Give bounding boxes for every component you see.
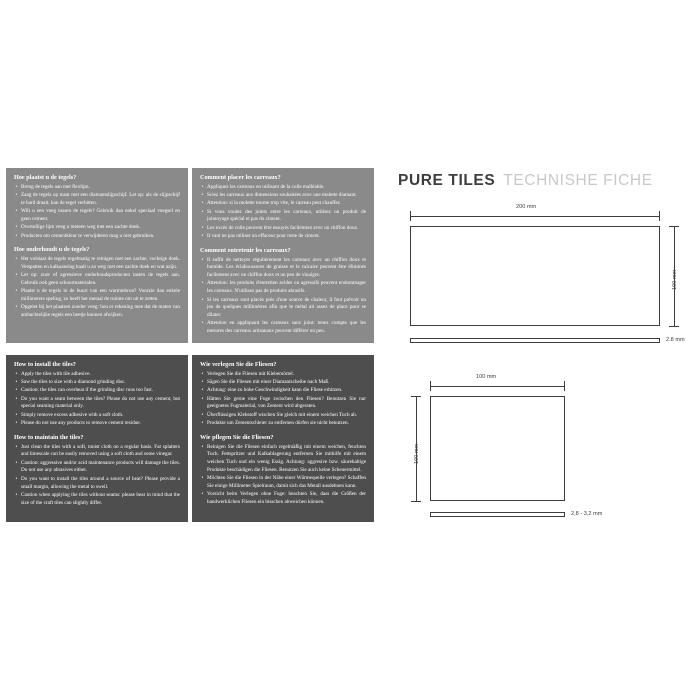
list-item: • Hätten Sie gerne eine Fuge zwischen den Fliesen? Benutzen Sie nur geeignetes Fugmaterial, von Zement wird abgeraten. xyxy=(207,396,366,412)
tile-edge-small xyxy=(430,512,565,517)
panel-fr-list-maintain xyxy=(200,257,366,336)
dim-tick-bottom-top xyxy=(669,326,679,327)
list-item: • Please do not use any products to remove cement residue. xyxy=(21,420,180,428)
tile-edge-large xyxy=(410,338,660,343)
list-item: • Attention en appliquant les carreaux sans joint: tenez compte que les mesures des carreaux artisanaux peuvent différer un peu. xyxy=(207,320,366,336)
dim-tick-right-bottom xyxy=(564,381,565,391)
panel-de-heading-install: Wie verlegen Sie die Fliesen? xyxy=(200,361,277,368)
list-item: • Wilt u een voeg tussen de tegels? Gebruik dan enkel speciaal voegsel en geen cement. xyxy=(21,208,180,224)
list-item: • Overtollige lijm veeg u meteen weg met een zachte doek. xyxy=(21,224,180,232)
dim-line-width-top xyxy=(410,216,660,217)
panel-en-heading-maintain: How to maintain the tiles? xyxy=(14,433,84,441)
list-item: • Do you want a seam between the tiles? Please do not use any cement, but special seaming material only. xyxy=(21,396,180,412)
list-item: • Verlegen Sie die Fliesen mit Klebemörtel. xyxy=(207,371,366,379)
list-item: • Caution when applying the tiles without seams: please bear in mind that the size of the craft tiles can slightly differ. xyxy=(21,492,180,508)
list-item: • Opgelet bij het plaatsen zonder voeg: hou er rekening mee dat de maten van ambachtelijke tegels een beetje kunnen afwijken. xyxy=(21,304,180,320)
panel-nl-list-install xyxy=(14,184,180,241)
list-item: • Zaag de tegels op maat met een diamantslijpschijf. Let op: als de slijpschijf te hard draait, kan de tegel verhitten. xyxy=(21,192,180,208)
tile-face-small xyxy=(430,396,565,501)
panel-fr-heading-install: Comment placer les carreaux? xyxy=(200,174,281,181)
list-item: • Sciez les carreaux aux dimensions souhaitées avec une molette diamant. xyxy=(207,192,366,200)
technical-drawing-large-tile xyxy=(398,198,688,353)
dim-tick-left-top xyxy=(410,211,411,221)
panel-en-list-maintain xyxy=(14,444,180,508)
panel-de-heading-maintain: Wie pflegen Sie die Fliesen? xyxy=(200,433,274,441)
list-item: • Breng de tegels aan met flexlijm. xyxy=(21,184,180,192)
list-item: • Just clean the tiles with a soft, moist cloth on a regular basis. Fat splatters and limescale can be easily removed using a soft cloth and some vinegar. xyxy=(21,444,180,460)
list-item: • Plaatst u de tegels in de buurt van een warmtebron? Voorzie dan enkele millimeters speling, zo heeft het metaal de ruimte om uit te zetten. xyxy=(21,288,180,304)
dim-label-thickness-top: 2.8 mm xyxy=(666,337,685,343)
dim-tick-top-top xyxy=(669,226,679,227)
panel-fr-list-install xyxy=(200,184,366,241)
panel-de-list-maintain xyxy=(200,444,366,507)
panel-nl-list-maintain xyxy=(14,256,180,320)
panel-nl-heading-install: Hoe plaatst u de tegels? xyxy=(14,174,77,181)
list-item: • Les excès de colle peuvent être essuyés facilement avec un chiffon doux. xyxy=(207,225,366,233)
list-item: • Appliquez les carreaux en utilisant de la colle malléable. xyxy=(207,184,366,192)
list-item: • Si vous voulez des joints entre les carreaux, utilisez un produit de jointoyage spécial et pas du ciment. xyxy=(207,209,366,225)
list-item: • Apply the tiles with tile adhesive. xyxy=(21,371,180,379)
dim-label-height-top: 100 mm xyxy=(672,269,678,290)
list-item: • Caution: aggressive and/or acid maintenance products will damage the tiles. Do not use any abrasives either. xyxy=(21,460,180,476)
technical-drawing-small-tile xyxy=(398,368,688,528)
list-item: • Let op: zure of agressieve onderhoudsproducten tasten de tegels aan. Gebruik ook geen schuurmaterialen. xyxy=(21,272,180,288)
dim-label-width-bottom: 100 mm xyxy=(476,374,497,380)
dim-label-thickness-bottom: 2,8 - 3,2 mm xyxy=(571,511,603,517)
tile-face-large xyxy=(410,226,660,326)
page-title-sub: TECHNISHE FICHE xyxy=(503,172,653,189)
panel-instructions-en xyxy=(6,355,188,522)
list-item: • Überflüssigen Klebstoff wischen Sie gleich mit einem weichen Tuch ab. xyxy=(207,412,366,420)
panel-instructions-nl xyxy=(6,168,188,343)
list-item: • Il vaut ne pas utiliser un effaceur pour reste de ciment. xyxy=(207,233,366,241)
list-item: • Saw the tiles to size with a diamond grinding disc. xyxy=(21,379,180,387)
list-item: • Produkte um Zementschleier zu entfernen dürfen sie nicht benutzen. xyxy=(207,420,366,428)
dim-tick-right-top xyxy=(659,211,660,221)
list-item: • Il suffit de nettoyer régulièrement les carreaux avec un chiffon doux et humide. Les éclaboussures de graisse et le calcaire peuvent être éliminés facilement avec un chiffon doux et un peu de vinaigre. xyxy=(207,257,366,280)
list-item: • Caution: the tiles can overheat if the grinding disc runs too fast. xyxy=(21,387,180,395)
panel-en-list-install xyxy=(14,371,180,428)
list-item: • Sägen Sie die Fliesen mit einer Diamantscheibe nach Maß. xyxy=(207,379,366,387)
dim-label-width-top: 200 mm xyxy=(516,204,537,210)
list-item: • Reinigen Sie die Fliesen einfach regelmäßig mit einem weichen, feuchten Tuch. Fettspritzer und Kalkablagerung entfernen Sie mithilfe mit einem weichen Tuch und ein wenig Essig. Achtung: aggresive bzw. säurehaltige Produkte beschädigen die Fliesen. Benutzen Sie auch keine Scheuermittel. xyxy=(207,444,366,475)
list-item: • Achtung: eine zu hohe Geschwindigkeit kann die Fliese erhitzen. xyxy=(207,387,366,395)
dim-label-height-bottom: 100 mm xyxy=(414,443,420,464)
panel-instructions-de xyxy=(192,355,374,522)
panel-de-list-install xyxy=(200,371,366,428)
panel-fr-heading-maintain: Comment entretenir les carreaux? xyxy=(200,246,291,254)
panel-nl-heading-maintain: Hoe onderhoudt u de tegels? xyxy=(14,246,90,254)
list-item: • Het volstaat de tegels regelmatig te reinigen met een zachte, vochtige doek. Vetspatten en kalkaanslag haalt u zo weg met een zachte doek en wat azijn. xyxy=(21,256,180,272)
dim-line-width-bottom xyxy=(430,386,565,387)
dim-tick-bottom-bottom xyxy=(411,501,421,502)
list-item: • Attention: si la molette tourne trop vite, le carreau peut chauffer. xyxy=(207,200,366,208)
list-item: • Do you want to install the tiles around a source of heat? Please provide a small margin, allowing the metal to swell. xyxy=(21,476,180,492)
list-item: • Si les carreaux sont placés près d'une source de chaleur, il faut prévoir un jeu de quelques millimètres afin que le métal ait assez de place pour se dilater. xyxy=(207,297,366,320)
list-item: • Möchten Sie die Fliesen in der Nähe einer Wärmequelle verlegen? Schaffen Sie einige Millimeter Spielraum, damit sich das Metall ausdehnen kann. xyxy=(207,475,366,491)
list-item: • Vorsicht beim Verlegen ohne Fuge: beachten Sie, dass die Größen der handwerklichen Fliesen ein bisschen abweichen können. xyxy=(207,491,366,507)
dim-tick-top-bottom xyxy=(411,396,421,397)
dim-tick-left-bottom xyxy=(430,381,431,391)
panel-en-heading-install: How to install the tiles? xyxy=(14,361,76,368)
page-title-main: PURE TILES xyxy=(398,172,496,189)
page-title xyxy=(398,172,653,190)
list-item: • Producten om cementkleur te verwijderen mag u niet gebruiken. xyxy=(21,233,180,241)
list-item: • Simply remove excess adhesive with a soft cloth. xyxy=(21,412,180,420)
panel-instructions-fr xyxy=(192,168,374,343)
list-item: • Attention: les produits d'entretien acides ou agressifs peuvent endommager les carreaux. N'utilisez pas de produits abrasifs. xyxy=(207,280,366,296)
